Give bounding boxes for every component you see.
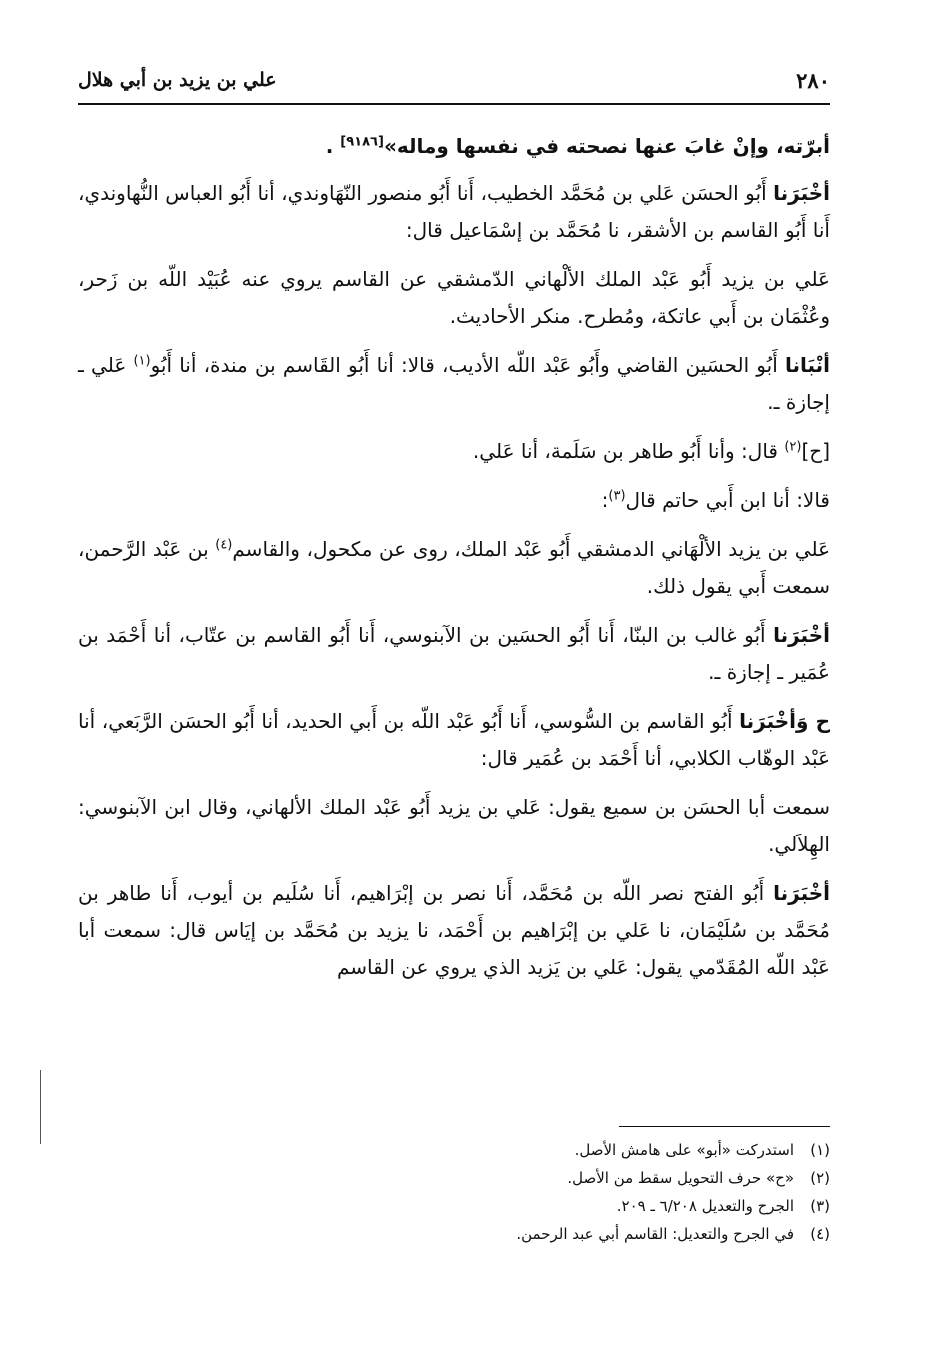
paragraph-text: أَبُو غالب بن البنّا، أَنا أَبُو الحسَين بن الآبنوسي، أَنا أَبُو القاسم بن عتّاب، أنا أَحْمَد بن عُمَير ـ إجازة ـ. (78, 623, 830, 684)
paragraph-text: أبرّته، وإنْ غابَ عنها نصحته في نفسها وماله» (383, 134, 830, 158)
paragraph-lead: ح وَأخْبَرَنا (739, 709, 830, 733)
footnote-text: «ح» حرف التحويل سقط من الأصل. (567, 1169, 794, 1187)
paragraph-text: قال: وأنا أَبُو طاهر بن سَلَمة، أنا عَلي. (472, 439, 778, 463)
paragraph-lead: أنْبَانا (784, 353, 830, 377)
paragraph-7 (78, 531, 830, 605)
paragraph-tail: . (325, 134, 334, 158)
footnote-number: (٢) (810, 1169, 830, 1187)
paragraph-8 (78, 617, 830, 691)
paragraph-text: عَلي بن يزيد الألْهَاني الدمشقي أَبُو عَبْد الملك، روى عن مكحول، والقاسم (232, 537, 831, 561)
paragraph-1 (78, 128, 830, 165)
footnote-item (78, 1136, 830, 1164)
paragraph-text: أَبُو الحسَن عَلي بن مُحَمَّد الخطيب، أَنا أَبُو منصور النّهَاوندي، أنا أَبُو العباس النُّهاوندي، أَنا أَبُو القاسم بن الأشقر، نا مُحَمَّد بن إسْمَاعيل قال: (78, 181, 830, 242)
paragraph-9 (78, 703, 830, 777)
paragraph-lead: أخْبَرَنا (773, 181, 831, 205)
margin-mark (40, 1070, 41, 1144)
main-text (78, 128, 830, 998)
footnote-item (78, 1220, 830, 1248)
running-title: علي بن يزيد بن أبي هلال (78, 69, 277, 91)
footnote-item (78, 1164, 830, 1192)
footnote-ref: (٣) (608, 488, 626, 504)
paragraph-5 (78, 433, 830, 470)
paragraph-text: أَبُو الفتح نصر اللّه بن مُحَمَّد، أَنا نصر بن إبْرَاهيم، أَنا سُلَيم بن أيوب، أَنا طاهر بن مُحَمَّد بن سُلَيْمَان، نا عَلي بن إبْرَاهيم بن أَحْمَد، نا يزيد بن مُحَمَّد بن إيَاس قال: سمعت أبا عَبْد اللّه المُقَدّمي يقول: عَلي بن يَزيد الذي يروي عن القاسم (78, 881, 830, 979)
footnotes (78, 1136, 830, 1248)
paragraph-lead: أخْبَرَنا (773, 623, 830, 647)
page-header (78, 62, 830, 98)
footnote-text: في الجرح والتعديل: القاسم أبي عبد الرحمن. (516, 1225, 794, 1243)
paragraph-text: أَبُو القاسم بن السُّوسي، أَنا أَبُو عَبْد اللّه بن أَبي الحديد، أنا أَبُو الحسَن الرَّبَعي، أنا عَبْد الوهّاب الكلابي، أنا أَحْمَد بن عُمَير قال: (78, 709, 830, 770)
footnote-text: استدركت «أبو» على هامش الأصل. (574, 1141, 794, 1159)
footnote-number: (٣) (810, 1197, 830, 1215)
paragraph-10 (78, 789, 830, 863)
paragraph-tail: بن عَبْد الرَّحمن، سمعت أَبي يقول ذلك. (78, 537, 830, 598)
paragraph-tail: عَلي ـ إجازة ـ. (78, 353, 830, 414)
footnote-text: الجرح والتعديل ٦/٢٠٨ ـ ٢٠٩. (616, 1197, 794, 1215)
footnote-ref: (١) (133, 353, 151, 369)
paragraph-lead: أخْبَرَنا (773, 881, 831, 905)
paragraph-3 (78, 261, 830, 335)
paragraph-text: عَلي بن يزيد أَبُو عَبْد الملك الألْهاني الدّمشقي عن القاسم يروي عنه عُبَيْد اللّه بن زَحر، وعُثْمَان بن أَبي عاتكة، ومُطرح. منكر الأحاديث. (78, 267, 830, 328)
hadith-number: [٩١٨٦] (340, 134, 384, 150)
paragraph-6 (78, 482, 830, 519)
footnote-rule (619, 1126, 830, 1127)
paragraph-4 (78, 347, 830, 421)
paragraph-prefix: [ح] (801, 439, 830, 463)
paragraph-text: سمعت أبا الحسَن بن سميع يقول: عَلي بن يزيد أَبُو عَبْد الملك الألهاني، وقال ابن الآبنوسي: الهِلاَلي. (78, 795, 830, 856)
paragraph-2 (78, 175, 830, 249)
footnote-item (78, 1192, 830, 1220)
footnote-number: (١) (810, 1141, 830, 1159)
paragraph-tail: : (601, 488, 609, 512)
paragraph-text: قالا: أنا ابن أَبي حاتم قال (625, 488, 830, 512)
footnote-ref: (٤) (215, 537, 233, 553)
paragraph-11 (78, 875, 830, 986)
paragraph-text: أَبُو الحسَين القاضي وأَبُو عَبْد اللّه الأديب، قالا: أنا أَبُو القَاسم بن مندة، أنا أَبُو (150, 353, 778, 377)
page-number: ٢٨٠ (796, 67, 830, 93)
footnote-number: (٤) (810, 1225, 830, 1243)
footnote-ref: (٢) (784, 439, 802, 455)
header-rule (78, 103, 830, 105)
